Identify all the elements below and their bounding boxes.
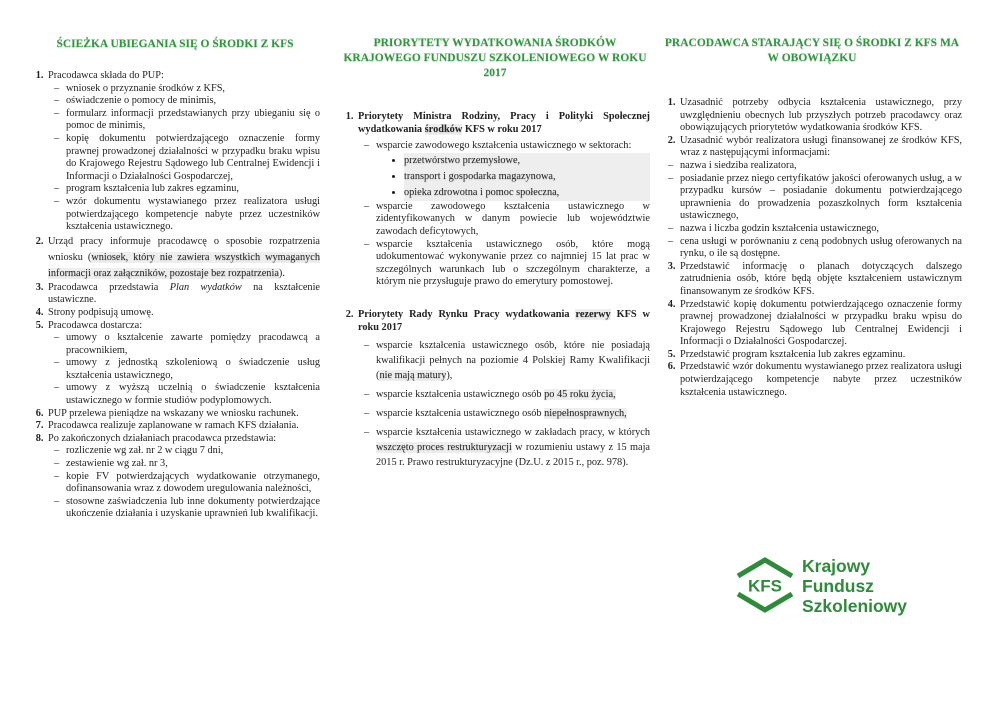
list-item: 6. PUP przelewa pieniądze na wskazany we wniosku rachunek. [46,408,320,421]
list-item: 4. Przedstawić kopię dokumentu potwierdzającego oznaczenie formy prawnej prowadzonej działalności w przypadku braku wpisu do Krajowego Rejestru Sądowego lub Centralnej Ewidencji i Informacji o Działalności Gospodarczej. [678,299,962,349]
sub-list [48,445,320,521]
list-item: 1. Uzasadnić potrzeby odbycia kształcenia ustawicznego, przy uwzględnieniu obecnych lub przyszłych potrzeb pracodawcy oraz obowiązujących priorytetów wydatkowania środków KFS. [678,97,962,135]
list-item: – wsparcie kształcenia ustawicznego w zakładach pracy, w których wszczęto proces restrukturyzacji w rozumieniu ustawy z 15 maja 2015 r. Prawo restrukturyzacyjne (Dz.U. z 2015 r., poz. 978). [376,425,650,470]
list-item: 6. Przedstawić wzór dokumentu wystawianego przez realizatora usługi potwierdzającego kompetencje nabyte przez uczestników kształcenia ustawicznego. [678,361,962,399]
list-item: 1. Pracodawca składa do PUP: – wniosek o przyznanie środków z KFS, – oświadczenie o pomocy de minimis, – formularz informacji przedstawianych przy ubieganiu się o pomoc de minimis, – kopię dokumentu potwierdzającego oznaczenie formy prawnej prowadzonej działalności w przypadku braku wpisu do Krajowego Rejestru Sądowego lub Centralnej Ewidencji i Informacji o Działalności Gospodarczej, – program kształcenia lub zakres egzaminu, – wzór dokumentu wystawianego przez realizatora usługi potwierdzającego kompetencje nabyte przez uczestników kształcenia ustawicznego. [46,70,320,234]
list-item: – wsparcie zawodowego kształcenia ustawicznego w sektorach: • przetwórstwo przemysłowe, • transport i gospodarka magazynowa, • opieka zdrowotna i pomoc społeczna, [376,140,650,201]
list-item: 4. Strony podpisują umowę. [46,307,320,320]
list-item: 5. Pracodawca dostarcza: – umowy o kształcenie zawarte pomiędzy pracodawcą a pracownikiem, – umowy z jednostką szkoleniową o świadczenie usług kształcenia ustawicznego, – umowy z wyższą uczelnią o świadczenie kształcenia ustawicznego w formie studiów podyplomowych. [46,320,320,408]
list-item: – oświadczenie o pomocy de minimis, [66,95,320,108]
list-item: – wsparcie kształcenia ustawicznego osób, które nie posiadają kwalifikacji pełnych na poziomie 4 Polskiej Ramy Kwalifikacji (nie mają matury), [376,338,650,383]
column-application-path [30,0,320,521]
list-item: • transport i gospodarka magazynowa, [404,169,650,185]
list-item: – posiadanie przez niego certyfikatów jakości oferowanych usług, a w przypadku kursów – posiadanie dokumentu potwierdzającego uprawnienia do prowadzenia pozaszkolnych form kształcenia ustawicznego, [680,173,962,223]
list-item: 3. Przedstawić informację o planach dotyczących dalszego zatrudnienia osób, które będą objęte kształceniem ustawicznym finansowanym ze środków KFS. [678,261,962,299]
sub-list [48,83,320,234]
list-item: – kopie FV potwierdzających wydatkowanie otrzymanego, dofinansowania wraz z dowodem uregulowania należności, [66,471,320,496]
list-item: – nazwa i siedziba realizatora, [680,160,962,173]
section-heading: 1. Priorytety Ministra Rodziny, Pracy i Polityki Społecznej wydatkowania środków KFS w roku 2017 [358,111,650,135]
list-item: – formularz informacji przedstawianych przy ubieganiu się o pomoc de minimis, [66,108,320,133]
list-item: • opieka zdrowotna i pomoc społeczna, [404,185,650,201]
list-item: – wniosek o przyznanie środków z KFS, [66,83,320,96]
list-item: – wsparcie kształcenia ustawicznego osób, które mogą udokumentować wykonywanie przez co najmniej 15 lat prac w szczególnych warunkach lub o szczególnym charakterze, a którym nie przysługuje prawo do emerytury pomostowej. [376,239,650,289]
list-item: – umowy z wyższą uczelnią o świadczenie kształcenia ustawicznego w formie studiów podyplomowych. [66,382,320,407]
list-item: – wsparcie kształcenia ustawicznego osób niepełnosprawnych, [376,406,650,421]
kfs-logo [734,556,924,616]
list-item: 2. Urząd pracy informuje pracodawcę o sposobie rozpatrzenia wniosku (wniosek, który nie zawiera wszystkich wymaganych informacji oraz załączników, pozostaje bez rozpatrzenia). [46,234,320,282]
steps-list [30,70,320,521]
list-item: – zestawienie wg zał. nr 3, [66,458,320,471]
sub-list [48,332,320,408]
list-item: – nazwa i liczba godzin kształcenia ustawicznego, [680,223,962,236]
logo-mark: KFS [748,576,782,596]
list-item [356,309,650,470]
duties-list [662,97,962,399]
list-item: – umowy z jednostką szkoleniową o świadczenie usług kształcenia ustawicznego, [66,357,320,382]
list-item: – rozliczenie wg zał. nr 2 w ciągu 7 dni, [66,445,320,458]
list-item: 2. Uzasadnić wybór realizatora usługi finansowanej ze środków KFS, wraz z następującymi informacjami: – nazwa i siedziba realizatora, – posiadanie przez niego certyfikatów jakości oferowanych usług, a w przypadku kursów – posiadanie dokumentu potwierdzającego uprawnienia do prowadzenia pozaszkolnych form kształcenia ustawicznego, – nazwa i liczba godzin kształcenia ustawicznego, – cena usługi w porównaniu z ceną podobnych usług oferowanych na rynku, o ile są dostępne. [678,135,962,261]
list-item: • przetwórstwo przemysłowe, [404,153,650,169]
priorities-list [340,111,650,470]
column-title: PRACODAWCA STARAJĄCY SIĘ O ŚRODKI Z KFS MA W OBOWIĄZKU [664,37,960,64]
list-item: 8. Po zakończonych działaniach pracodawca przedstawia: – rozliczenie wg zał. nr 2 w ciągu 7 dni, – zestawienie wg zał. nr 3, – kopie FV potwierdzających wydatkowanie otrzymanego, dofinansowania wraz z dowodem uregulowania należności, – stosowne zaświadczenia lub inne dokumenty potwierdzające ukończenie działania i uzyskanie uprawnień lub kwalifikacji. [46,433,320,521]
list-item: – umowy o kształcenie zawarte pomiędzy pracodawcą a pracownikiem, [66,332,320,357]
list-item: – stosowne zaświadczenia lub inne dokumenty potwierdzające ukończenie działania i uzyskanie uprawnień lub kwalifikacji. [66,496,320,521]
kfs-emblem-icon [734,556,796,614]
list-item: 7. Pracodawca realizuje zaplanowane w ramach KFS działania. [46,420,320,433]
list-item: – cena usługi w porównaniu z ceną podobnych usług oferowanych na rynku, o ile są dostępne. [680,236,962,261]
sub-list [358,338,650,470]
list-item: – wsparcie kształcenia ustawicznego osób po 45 roku życia, [376,387,650,402]
list-item: – kopię dokumentu potwierdzającego oznaczenie formy prawnej prowadzonej działalności w przypadku braku wpisu do Krajowego Rejestru Sądowego lub Centralnej Ewidencji i Informacji o Działalności Gospodarczej, [66,133,320,183]
list-item: – wsparcie zawodowego kształcenia ustawicznego w zidentyfikowanych w danym powiecie lub województwie zawodach deficytowych, [376,201,650,239]
column-employer-duties [662,0,962,399]
highlight-note: wniosek, który nie zawiera wszystkich wymaganych informacji oraz załączników, pozostaje bez rozpatrzenia [48,251,320,279]
column-priorities [340,0,650,482]
section-heading: 2. Priorytety Rady Rynku Pracy wydatkowania rezerwy KFS w roku 2017 [358,308,650,333]
list-item [356,111,650,289]
sub-list [666,160,962,261]
list-item: 3. Pracodawca przedstawia Plan wydatków na kształcenie ustawiczne. [46,282,320,307]
sub-list [358,140,650,289]
logo-wordmark: Krajowy Fundusz Szkoleniowy [802,556,908,616]
sector-list [376,153,650,201]
column-title: ŚCIEŻKA UBIEGANIA SIĘ O ŚRODKI Z KFS [56,38,294,50]
column-title: PRIORYTETY WYDATKOWANIA ŚRODKÓW KRAJOWEGO FUNDUSZU SZKOLENIOWEGO W ROKU 2017 [343,37,647,79]
list-item: – wzór dokumentu wystawianego przez realizatora usługi potwierdzającego kompetencje nabyte przez uczestników kształcenia ustawicznego. [66,196,320,234]
list-item: 5. Przedstawić program kształcenia lub zakres egzaminu. [678,349,962,362]
list-item: – program kształcenia lub zakres egzaminu, [66,183,320,196]
